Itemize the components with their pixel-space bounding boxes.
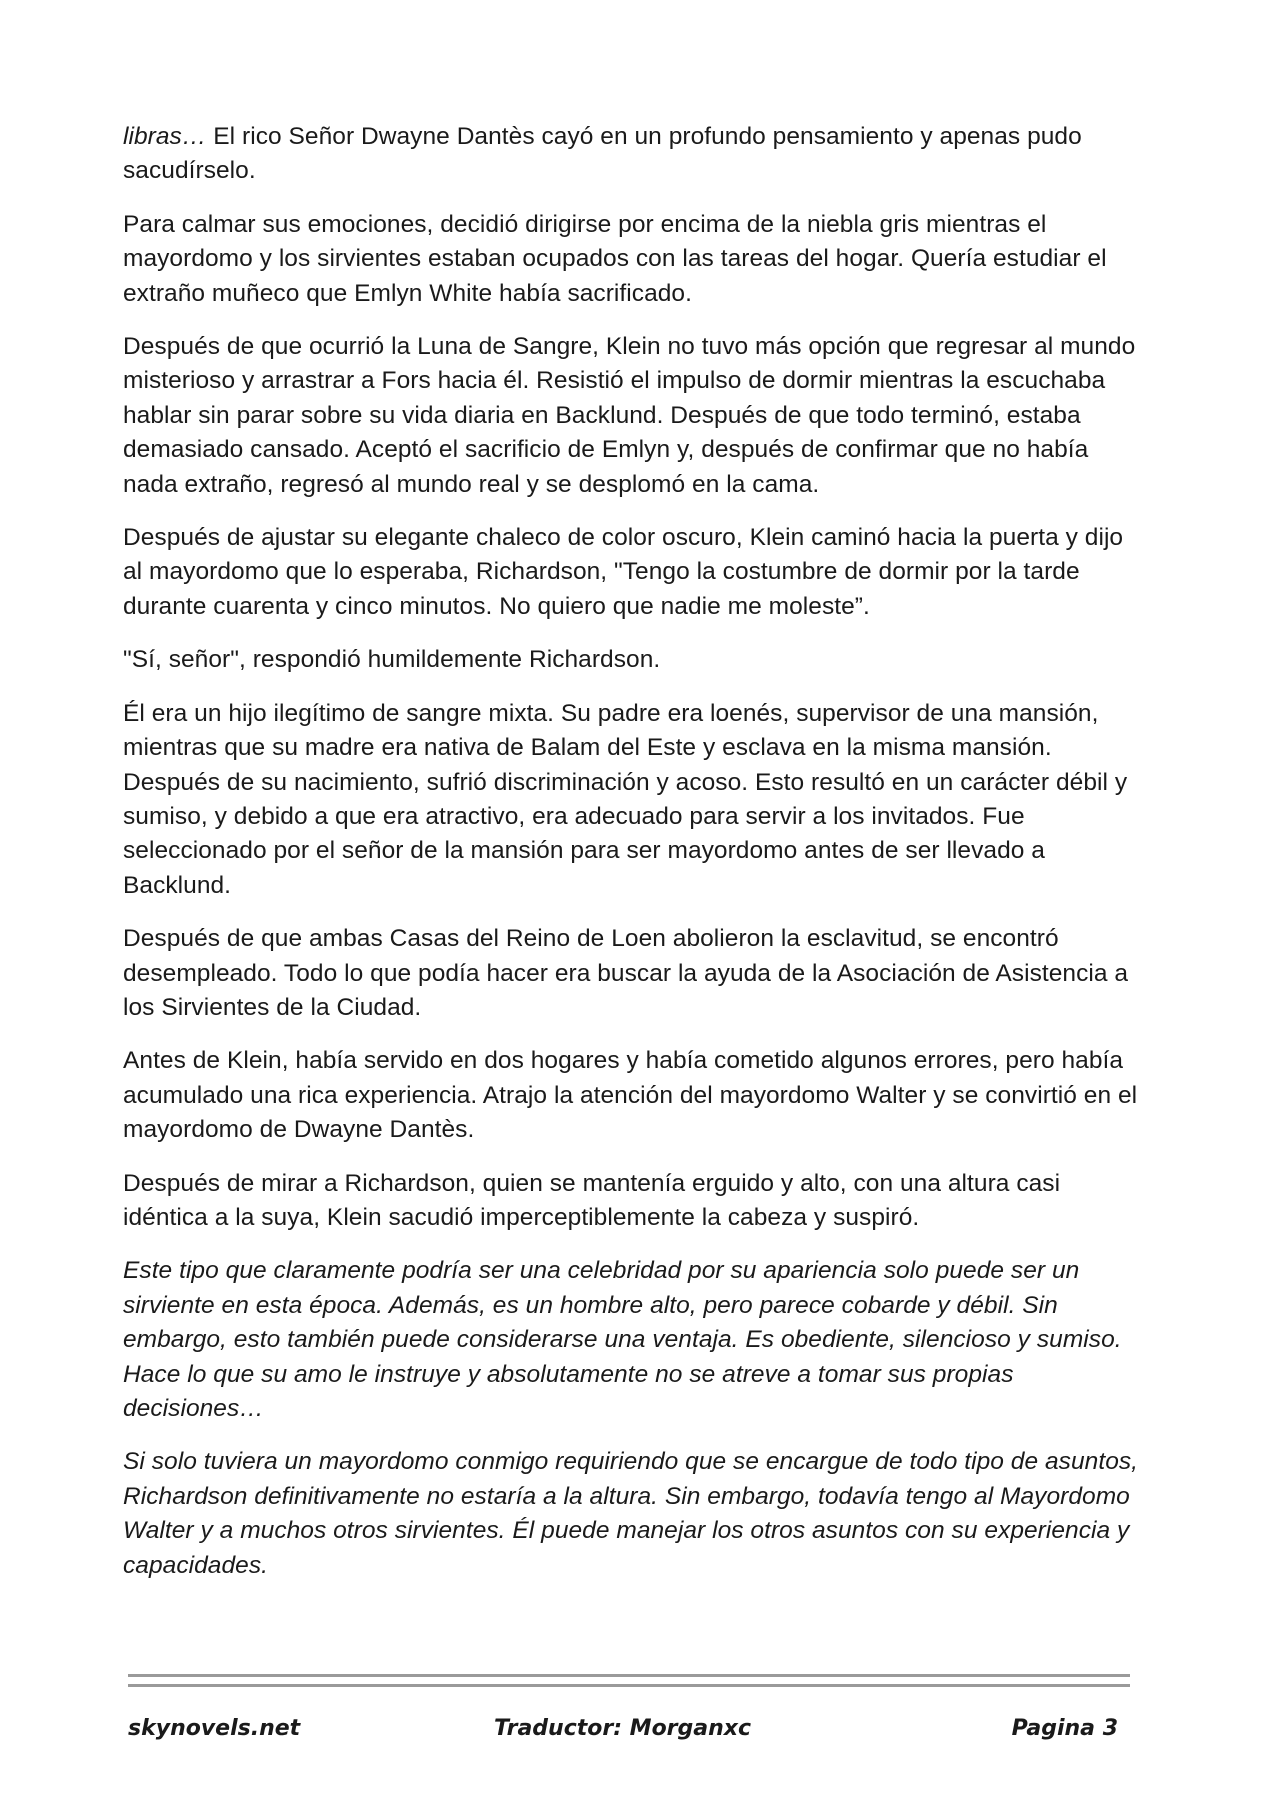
body-text [123, 120, 1143, 1602]
paragraph-8: Antes de Klein, había servido en dos hogares y había cometido algunos errores, pero había acumulado una rica experiencia. Atrajo la atención del mayordomo Walter y se convirtió en el mayordomo de Dwayne Dantès. [123, 1047, 1138, 1144]
paragraph-7: Después de que ambas Casas del Reino de Loen abolieron la esclavitud, se encontró desempleado. Todo lo que podía hacer era buscar la ayuda de la Asociación de Asistencia a los Sirvientes de la Ciudad. [123, 925, 1129, 1021]
paragraph-11-thought: Si solo tuviera un mayordomo conmigo requiriendo que se encargue de todo tipo de asuntos, Richardson definitivamente no estaría a la altura. Sin embargo, todavía tengo al Mayordomo Walter y a muchos otros sirvientes. Él puede manejar los otros asuntos con su experiencia y capacidades. [123, 1448, 1139, 1579]
paragraph-6: Él era un hijo ilegítimo de sangre mixta. Su padre era loenés, supervisor de una mansión, mientras que su madre era nativa de Balam del Este y esclava en la misma mansión. Después de su nacimiento, sufrió discriminación y acoso. Esto resultó en un carácter débil y sumiso, y debido a que era atractivo, era adecuado para servir a los invitados. Fue seleccionado por el señor de la mansión para ser mayordomo antes de ser llevado a Backlund. [123, 699, 1128, 899]
paragraph-10-thought: Este tipo que claramente podría ser una celebridad por su apariencia solo puede ser un sirviente en esta época. Además, es un hombre alto, pero parece cobarde y débil. Sin embargo, esto también puede considerarse una ventaja. Es obediente, silencioso y sumiso. Hace lo que su amo le instruye y absolutamente no se atreve a tomar sus propias decisiones… [123, 1257, 1122, 1422]
paragraph-9: Después de mirar a Richardson, quien se mantenía erguido y alto, con una altura casi idéntica a la suya, Klein sacudió imperceptiblemente la cabeza y suspiró. [123, 1169, 1061, 1231]
footer-translator: Traductor: Morganxc [494, 1716, 752, 1741]
paragraph-5: "Sí, señor", respondió humildemente Richardson. [123, 646, 661, 674]
paragraph-1-text: El rico Señor Dwayne Dantès cayó en un profundo pensamiento y apenas pudo sacudírselo. [123, 123, 1082, 185]
paragraph-3: Después de que ocurrió la Luna de Sangre, Klein no tuvo más opción que regresar al mundo misterioso y arrastrar a Fors hacia él. Resistió el impulso de dormir mientras la escuchaba hablar sin parar sobre su vida diaria en Backlund. Después de que todo terminó, estaba demasiado cansado. Aceptó el sacrificio de Emlyn y, después de confirmar que no había nada extraño, regresó al mundo real y se desplomó en la cama. [123, 333, 1136, 498]
paragraph-2: Para calmar sus emociones, decidió dirigirse por encima de la niebla gris mientras el mayordomo y los sirvientes estaban ocupados con las tareas del hogar. Quería estudiar el extraño muñeco que Emlyn White había sacrificado. [123, 210, 1107, 307]
page-footer [128, 1716, 1118, 1752]
paragraph-4: Después de ajustar su elegante chaleco de color oscuro, Klein caminó hacia la puerta y dijo al mayordomo que lo esperaba, Richardson, "Tengo la costumbre de dormir por la tarde durante cuarenta y cinco minutos. No quiero que nadie me moleste”. [123, 524, 1124, 620]
footer-site: skynovels.net [128, 1716, 301, 1741]
paragraph-1-italic-lead: libras… [123, 123, 207, 150]
footer-divider-bottom [128, 1684, 1130, 1687]
paragraph-1 [123, 120, 1143, 189]
footer-page-number: Pagina 3 [1011, 1716, 1118, 1741]
footer-divider-top [128, 1674, 1130, 1677]
